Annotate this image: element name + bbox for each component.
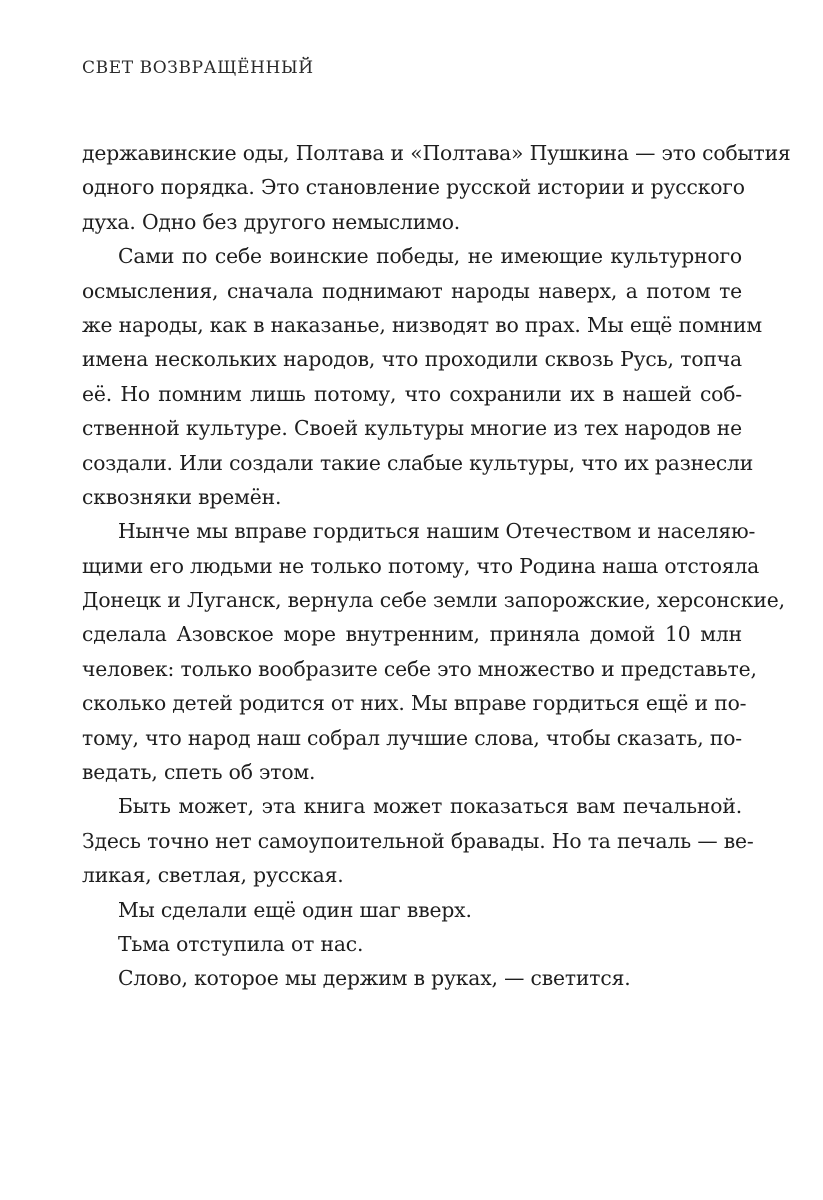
text-line: духа. Одно без другого немыслимо. bbox=[82, 209, 461, 234]
text-line: державинские оды, Полтава и «Полтава» Пушкина — это события bbox=[82, 141, 791, 165]
text-line: Тьма отступила от нас. bbox=[118, 931, 364, 956]
paragraph-7 bbox=[82, 961, 742, 995]
text-line: ственной культуре. Своей культуры многие из тех народов не bbox=[82, 416, 742, 441]
text-line: Донецк и Луганск, вернула себе земли запорожские, херсонские, bbox=[82, 588, 785, 613]
paragraph-5 bbox=[82, 893, 742, 927]
text-line: Быть может, эта книга может показаться вам печальной. bbox=[118, 794, 742, 819]
text-line: ведать, спеть об этом. bbox=[82, 760, 316, 785]
text-line: же народы, как в наказанье, низводят во прах. Мы ещё помним bbox=[82, 312, 762, 337]
text-line: Сами по себе воинские победы, не имеющие культурного bbox=[118, 244, 742, 269]
text-line: Слово, которое мы держим в руках, — светится. bbox=[118, 966, 631, 991]
text-line: Здесь точно нет самоупоительной бравады. Но та печаль — ве- bbox=[82, 828, 754, 853]
body-text bbox=[82, 136, 791, 996]
text-line: Мы сделали ещё один шаг вверх. bbox=[118, 897, 472, 922]
text-line: Нынче мы вправе гордиться нашим Отечеством и населяю- bbox=[118, 519, 756, 544]
paragraph-4 bbox=[82, 789, 754, 892]
paragraph-1 bbox=[82, 136, 791, 239]
text-line: человек: только вообразите себе это множество и представьте, bbox=[82, 656, 757, 681]
text-line: создали. Или создали такие слабые культуры, что их разнесли bbox=[82, 450, 754, 475]
text-line: щими его людьми не только потому, что Родина наша отстояла bbox=[82, 553, 760, 578]
running-head: СВЕТ ВОЗВРАЩЁННЫЙ bbox=[82, 58, 314, 78]
text-line: её. Но помним лишь потому, что сохранили их в нашей соб- bbox=[82, 381, 742, 406]
text-line: осмысления, сначала поднимают народы наверх, а потом те bbox=[82, 278, 742, 303]
paragraph-3 bbox=[82, 514, 785, 789]
paragraph-6 bbox=[82, 927, 742, 961]
paragraph-2 bbox=[82, 239, 762, 514]
text-line: сделала Азовское море внутренним, приняла домой 10 млн bbox=[82, 622, 742, 647]
text-line: имена нескольких народов, что проходили сквозь Русь, топча bbox=[82, 347, 742, 372]
text-line: сколько детей родится от них. Мы вправе гордиться ещё и по- bbox=[82, 691, 747, 716]
text-line: сквозняки времён. bbox=[82, 484, 282, 509]
text-line: одного порядка. Это становление русской истории и русского bbox=[82, 175, 745, 200]
text-line: ликая, светлая, русская. bbox=[82, 863, 344, 888]
text-line: тому, что народ наш собрал лучшие слова, чтобы сказать, по- bbox=[82, 725, 742, 750]
